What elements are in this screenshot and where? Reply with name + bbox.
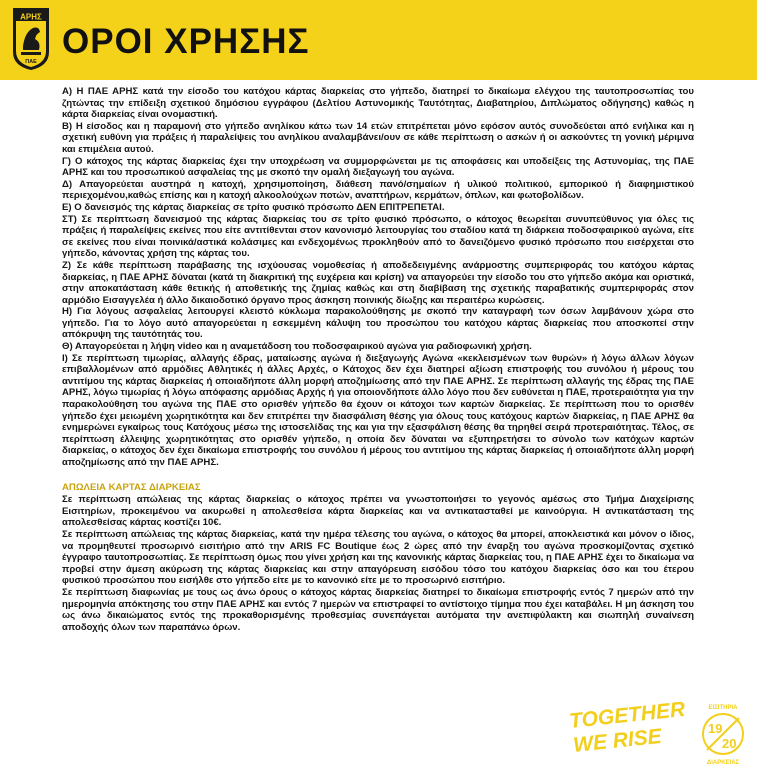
brand-footer: [560, 698, 757, 768]
term-e: Ε) Ο δανεισμός της κάρτας διαρκείας σε τρίτο φυσικό πρόσωπο ΔΕΝ ΕΠΙΤΡΕΠΕΤΑΙ.: [62, 201, 445, 213]
badge-top-text: ΕΙΣΙΤΗΡΙΑ: [708, 705, 738, 711]
loss-section-title: ΑΠΩΛΕΙΑ ΚΑΡΤΑΣ ΔΙΑΡΚΕΙΑΣ: [62, 481, 201, 493]
term-th: Θ) Απαγορεύεται η λήψη video και η αναμετάδοση του ποδοσφαιρικού αγώνα για ραδιοφωνική χρήση.: [62, 341, 532, 353]
term-c: Γ) Ο κάτοχος της κάρτας διαρκείας έχει την υποχρέωση να συμμορφώνεται με τις αποφάσεις και υποδείξεις της Αστυνομίας, της ΠΑΕ ΑΡΗΣ και του προσωπικού ασφαλείας της με σκοπό την ομαλή διεξαγωγή του αγώνα.: [62, 155, 694, 179]
logo-subtext: ΠΑΕ: [25, 59, 37, 65]
term-i: Ι) Σε περίπτωση τιμωρίας, αλλαγής έδρας, ματαίωσης αγώνα ή διεξαγωγής Αγώνα «κεκλεισμένων των θυρών» ή λόγω άλλων λόγων επιβαλλομένων από αρμόδιες Αθλητικές ή άλλες Αρχές, ο Κάτοχος δεν έχει διατηρεί αξίωση επιστροφής του συνόλου ή μέρους του αντιτίμου της κάρτας διαρκείας ή οποιαδήποτε άλλη μορφή αποζημίωσης από την ΠΑΕ ΑΡΗΣ. Σε περίπτωση αλλαγής της έδρας της ΠΑΕ ΑΡΗΣ, λόγω τιμωρίας ή λόγω απόφασης αρμόδιας Αρχής ή για οποιονδήποτε άλλο λόγο που δεν ευθύνεται η ΠΑΕ, προτεραιότητα για την παρακολούθηση του αγώνα της ΠΑΕ στο ορισθέν γήπεδο θα έχουν οι κάτοχοι των καρτών διαρκείας. Σε περίπτωση που το ορισθέν γήπεδο έχει μειωμένη χωρητικότητα και δεν επιτρέπει την διασφάλιση θέσης για όλους τους κατόχους καρτών διαρκείας, η ΠΑΕ ΑΡΗΣ θα ενημερώνει εγκαίρως τους Κατόχους μέσω της ιστοσελίδας της και για την εξασφάλιση θέσης θα τηρηθεί σειρά προτεραιότητας. Τέλος, σε περίπτωση έλλειψης χωρητικότητας στο ορισθέν γήπεδο, η οποία δεν δύναται να εξυπηρετήσει το σύνολο των κατόχων καρτών διαρκείας, ο κάτοχος δεν έχει δικαίωμα επιστροφής του συνόλου ή μέρους του αντιτίμου της κάρτας διαρκείας ή οποιαδήποτε άλλη μορφή αποζημίωσης από την ΠΑΕ ΑΡΗΣ.: [62, 352, 694, 468]
header-banner: [0, 0, 757, 80]
slogan-we-rise: WE RISE: [572, 724, 663, 757]
loss-paragraph-3: Σε περίπτωση διαφωνίας με τους ως άνω όρους ο κάτοχος κάρτας διαρκείας διατηρεί το δικαίωμα επιστροφής εντός 7 ημερών από την ημερομηνία απόκτησης του στην ΠΑΕ ΑΡΗΣ και εντός 7 ημερών να επιστραφεί το αντίστοιχο τίμημα που έχει καταβάλει. Η μη άσκηση του ως άνω δικαιώματος εντός της προκαθορισμένης προθεσμίας συνεπάγεται αυτόματα την ανεπιφύλακτη και σιωπηλή συναίνεση αποδοχής όλων των παραπάνω όρων.: [62, 586, 694, 633]
term-a: Α) Η ΠΑΕ ΑΡΗΣ κατά την είσοδο του κατόχου κάρτας διαρκείας στο γήπεδο, διατηρεί το δικαίωμα ελέγχου της ταυτοπροσωπίας του ζητώντας την επίδειξη σχετικού δημόσιου εγγράφου (Δελτίου Αστυνομικής Ταυτότητας, Διαβατηρίου, Διπλώματος οδήγησης) καθώς η κάρτα διαρκείας είναι ονομαστική.: [62, 86, 694, 121]
loss-paragraph-1: Σε περίπτωση απώλειας της κάρτας διαρκείας ο κάτοχος πρέπει να γνωστοποιήσει το γεγονός αμέσως στο Τμήμα Διαχείρισης Εισιτηρίων, προκειμένου να ακυρωθεί η απολεσθείσα κάρτα διαρκείας και να αντικατασταθεί με καινούργια. Η αντικατάσταση της απολεσθείσας κάρτας κοστίζει 10€.: [62, 494, 694, 529]
page-title: ΟΡΟΙ ΧΡΗΣΗΣ: [62, 22, 310, 61]
badge-year-b: 20: [722, 736, 737, 751]
badge-year-a: 19: [708, 721, 723, 736]
loss-paragraph-2: Σε περίπτωση απώλειας της κάρτας διαρκείας, κατά την ημέρα τέλεσης του αγώνα, ο κάτοχος θα μπορεί, αποκλειστικά και μόνον ο ίδιος, να προμηθευτεί προσωρινό εισιτήριο από την ARIS FC Boutique έως 2 ώρες από την έναρξη του αγώνα προσκομίζοντας σχετικό έγγραφο ταυτοπροσωπίας. Σε περίπτωση όμως που γίνει χρήση και της κανονικής κάρτας διαρκείας του, η ΠΑΕ ΑΡΗΣ έχει το δικαίωμα να προβεί στην άμεση ακύρωση της κάρτας διαρκείας και στην απαγόρευση εισόδου τόσο του κατόχου διαρκείας όσο και του έτερου φυσικού προσώπου που εισήλθε στο γήπεδο είτε με το κανονικό είτε με το προσωρινό εισιτήριο.: [62, 528, 694, 587]
season-ticket-badge: [703, 705, 743, 766]
term-b: Β) Η είσοδος και η παραμονή στο γήπεδο ανηλίκου κάτω των 14 ετών επιτρέπεται μόνο εφόσον αυτός συνοδεύεται από ενήλικα και η σχετική ευθύνη για πράξεις ή παραλείψεις του ανηλίκου αναλαμβάνει/ουν σε κάθε περίπτωση ο ασκών ή οι ασκούντες τη γονική μέριμνα και επιμέλεια αυτού.: [62, 120, 694, 155]
logo-text: ΑΡΗΣ: [20, 12, 42, 22]
term-h: Η) Για λόγους ασφαλείας λειτουργεί κλειστό κύκλωμα παρακολούθησης με σκοπό την καταγραφή των όσων λαμβάνουν χώρα στο γήπεδο. Για το λόγο αυτό απαγορεύεται η εσκεμμένη κάλυψη του προσώπου του κατόχου κάρτας διαρκείας που αποσκοπεί στην απόκρυψη της ταυτότητάς του.: [62, 306, 694, 341]
term-st: ΣΤ) Σε περίπτωση δανεισμού της κάρτας διαρκείας του σε τρίτο φυσικό πρόσωπο, ο κάτοχος θεωρείται συνυπεύθυνος για όλες τις πράξεις ή παραλείψεις εκείνες που είτε αντιτίθενται στον κανονισμό λειτουργίας του σταδίου κατά τη διάρκεια ποδοσφαιρικού αγώνα, είτε σε εκείνες που είναι ποινικά/αστικά κολάσιμες και ενδεχομένως προκληθούν από το δανειζόμενο φυσικό πρόσωπο που εισέρχεται στο γήπεδο, κάνοντας χρήση της κάρτας του.: [62, 213, 694, 260]
badge-bottom-text: ΔΙΑΡΚΕΙΑΣ: [706, 760, 740, 766]
terms-content: [62, 86, 694, 633]
aris-crest-logo: [11, 6, 51, 72]
slogan-together: TOGETHER: [568, 698, 687, 733]
term-d: Δ) Απαγορεύεται αυστηρά η κατοχή, χρησιμοποίηση, διάθεση πανό/σημαίων ή υλικού πολιτικού, εμπορικού ή διαφημιστικού περιεχομένου,καθώς επίσης και η κατοχή αλκοολούχων ποτών, αναπτήρων, κερμάτων, όπλων, και φωτοβολίδων.: [62, 178, 694, 202]
term-z: Ζ) Σε κάθε περίπτωση παράβασης της ισχύουσας νομοθεσίας ή αποδεδειγμένης ανάρμοστης συμπεριφοράς του κατόχου κάρτας διαρκείας, η ΠΑΕ ΑΡΗΣ δύναται (κατά τη διακριτική της ευχέρεια και κρίση) να απαγορεύει την είσοδο του στο γήπεδο ακόμα και οριστικά, στην αποκατάσταση κάθε θετικής ή αποθετικής της ζημίας καθώς και στη διαβίβαση της σχετικής παραβατικής συμπεριφοράς στον αρμόδιο Εισαγγελέα ή άλλο δικαιοδοτικό όργανο προς άσκηση ποινικής δίωξης και περαιτέρω κυρώσεις.: [62, 259, 694, 306]
